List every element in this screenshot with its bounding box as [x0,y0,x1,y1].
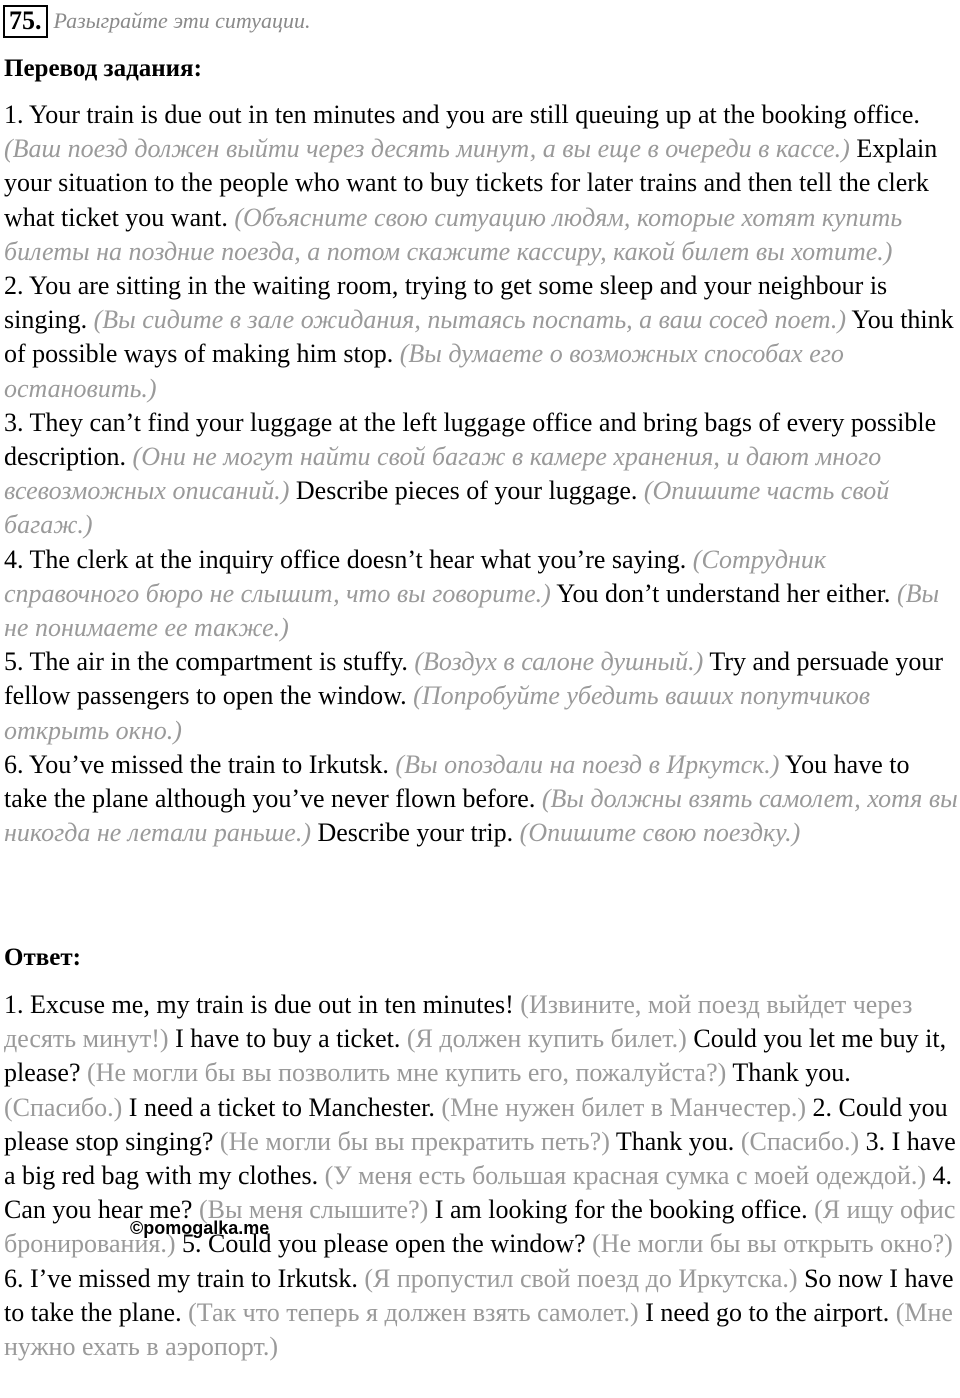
russian-translation: (У меня есть большая красная сумка с моей одеждой.) [324,1161,926,1191]
english-text: Describe your trip. [310,818,520,848]
russian-translation: (Опишите часть свой багаж.) [4,476,890,540]
english-text: I need go to the airport. [638,1297,896,1327]
task-item [4,98,958,269]
russian-translation: (Так что теперь я должен взять самолет.) [188,1297,639,1327]
answer-body [4,988,958,1364]
english-text: Thank you. [726,1058,851,1088]
russian-translation: (Я ищу офис бронирования.) [4,1195,956,1259]
english-text: 6. You’ve missed the train to Irkutsk. [4,749,396,779]
task-item [4,406,958,543]
russian-translation: (Воздух в салоне душный.) [414,647,704,677]
exercise-header [3,4,311,38]
task-item [4,645,958,748]
exercise-instruction: Разыграйте эти ситуации. [53,8,311,33]
russian-translation: (Не могли бы вы открыть окно?) [592,1229,953,1259]
russian-translation: (Не могли бы вы прекратить петь?) [219,1126,610,1156]
task-translation-body [4,98,958,850]
russian-translation: (Ваш поезд должен выйти через десять минут, а вы еще в очереди в кассе.) [4,134,850,164]
english-text: 5. The air in the compartment is stuffy. [4,647,415,677]
english-text: Thank you. [609,1126,741,1156]
english-text: 3. They can’t find your luggage at the left luggage office and bring bags of every possible description. [4,407,937,472]
english-text: I have to buy a ticket. [168,1024,407,1054]
russian-translation: (Вы меня слышите?) [198,1195,429,1225]
russian-translation: (Спасибо.) [740,1126,860,1156]
english-text: 4. The clerk at the inquiry office doesn’t hear what you’re saying. [4,544,693,574]
russian-translation: (Мне нужно ехать в аэропорт.) [4,1297,953,1362]
russian-translation: (Они не могут найти свой багаж в камере хранения, и дают много всевозможных описаний.) [4,442,882,506]
english-text: You don’t understand her either. [550,578,897,608]
english-text: 1. Your train is due out in ten minutes and you are still queuing up at the booking office. [4,100,920,129]
exercise-number: 75. [3,5,48,38]
english-text: 2. You are sitting in the waiting room, trying to get some sleep and your neighbour is singing. [4,271,888,335]
russian-translation: (Я пропустил свой поезд до Иркутска.) [364,1263,798,1293]
answer-title: Ответ: [4,944,81,971]
russian-translation: (Не могли бы вы позволить мне купить его, пожалуйста?) [87,1058,727,1088]
task-item [4,748,958,851]
russian-translation: (Извините, мой поезд выйдет через десять минут!) [4,990,913,1054]
english-text: I need a ticket to Manchester. [122,1092,442,1122]
english-text: Could you let me buy it, please? [4,1024,947,1088]
task-item [4,269,958,406]
task-item [4,543,958,646]
russian-translation: (Спасибо.) [4,1092,123,1122]
english-text: 2. Could you please stop singing? [4,1092,948,1156]
russian-translation: (Вы опоздали на поезд в Иркутск.) [395,749,780,779]
english-text: 6. I’ve missed my train to Irkutsk. [4,1263,365,1293]
russian-translation: (Вы не понимаете ее также.) [4,578,940,643]
russian-translation: (Мне нужен билет в Манчестер.) [441,1092,807,1122]
english-text: I am looking for the booking office. [428,1195,815,1225]
english-text: You think of possible ways of making him stop. [4,305,954,369]
russian-translation: (Опишите свою поездку.) [519,818,801,848]
english-text: Explain your situation to the people who want to buy tickets for later trains and then tell the clerk what ticket you want. [4,134,938,232]
english-text: 5. Could you please open the window? [175,1229,593,1259]
english-text: Try and persuade your fellow passengers to open the window. [4,647,944,711]
russian-translation: (Вы сидите в зале ожидания, пытаясь поспать, а ваш сосед поет.) [93,305,846,335]
russian-translation: (Вы думаете о возможных способах его остановить.) [4,339,844,403]
russian-translation: (Сотрудник справочного бюро не слышит, что вы говорите.) [4,544,827,608]
english-text: 1. Excuse me, my train is due out in ten minutes! [4,990,521,1019]
english-text: 3. I have a big red bag with my clothes. [4,1126,956,1191]
english-text: Describe pieces of your luggage. [289,476,644,506]
english-text: So now I have to take the plane. [4,1263,954,1327]
english-text: 4. Can you hear me? [4,1161,952,1225]
russian-translation: (Попробуйте убедить ваших попутчиков открыть окно.) [4,681,871,745]
russian-translation: (Вы должны взять самолет, хотя вы никогда не летали раньше.) [4,784,958,848]
russian-translation: (Объясните свою ситуацию людям, которые хотят купить билеты на поздние поезда, а потом скажите кассиру, какой билет вы хотите.) [4,202,903,266]
russian-translation: (Я должен купить билет.) [406,1024,687,1054]
watermark-text: ©pomogalka.me [130,1218,270,1238]
task-translation-title: Перевод задания: [4,55,202,82]
english-text: You have to take the plane although you’ve never flown before. [4,749,910,814]
